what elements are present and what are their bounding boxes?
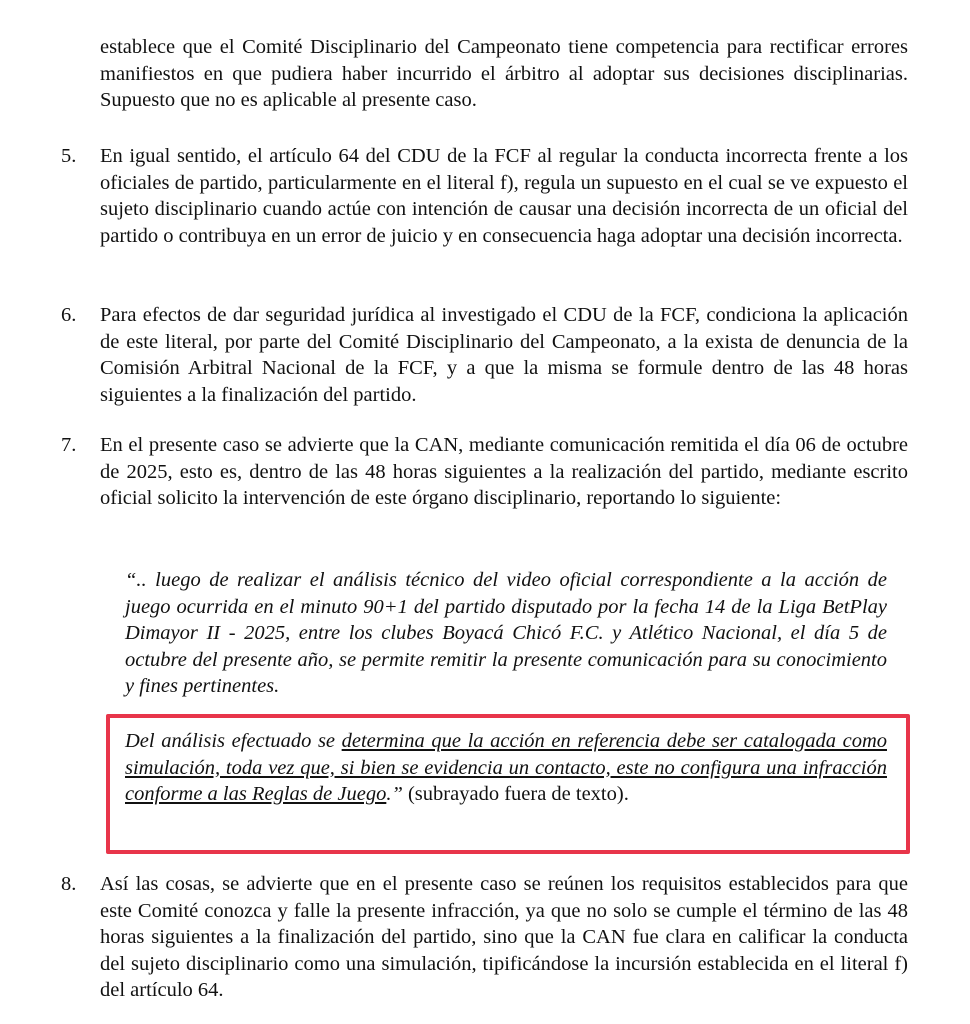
quoted-communication: “.. luego de realizar el análisis técnico del video oficial correspondiente a la acción de juego ocurrida en el minuto 90+1 del partido disputado por la fecha 14 de la Liga BetPlay Dimayor II - 2025, entre los clubes Boyacá Chicó F.C. y Atlético Nacional, el día 5 de octubre del presente año, se permite remitir la presente comunicación para su conocimiento y fines pertinentes. bbox=[125, 569, 887, 697]
intro-paragraph: establece que el Comité Disciplinario del Campeonato tiene competencia para rectificar errores manifiestos en que pudiera haber incurrido el árbitro al adoptar sus decisiones disciplinarias. Supuesto que no es aplicable al presente caso. bbox=[100, 36, 908, 111]
quote-close: .” bbox=[386, 783, 403, 805]
item-number-8: 8. bbox=[61, 873, 77, 895]
quote-underlined: determina que la acción en referencia debe ser catalogada como simulación, toda vez que, si bien se evidencia un contacto, este no configura una infracción conforme a las Reglas de Juego bbox=[125, 730, 887, 805]
item-text-6: Para efectos de dar seguridad jurídica al investigado el CDU de la FCF, condiciona la aplicación de este literal, por parte del Comité Disciplinario del Campeonato, a la exista de denuncia de la Comisión Arbitral Nacional de la FCF, y a que la misma se formule dentro de las 48 horas siguientes a la finalización del partido. bbox=[100, 304, 908, 406]
highlighted-quote bbox=[125, 728, 887, 808]
item-number-5: 5. bbox=[61, 145, 77, 167]
item-text-5: En igual sentido, el artículo 64 del CDU de la FCF al regular la conducta incorrecta frente a los oficiales de partido, particularmente en el literal f), regula un supuesto en el cual se ve expuesto el sujeto disciplinario cuando actúe con intención de causar una decisión incorrecta de un oficial del partido o contribuya en un error de juicio y en consecuencia haga adoptar una decisión incorrecta. bbox=[100, 145, 908, 247]
item-text-7: En el presente caso se advierte que la CAN, mediante comunicación remitida el día 06 de octubre de 2025, esto es, dentro de las 48 horas siguientes a la realización del partido, mediante escrito oficial solicito la intervención de este órgano disciplinario, reportando lo siguiente: bbox=[100, 434, 908, 509]
quote-lead: Del análisis efectuado se bbox=[125, 730, 342, 752]
item-text-8: Así las cosas, se advierte que en el presente caso se reúnen los requisitos establecidos para que este Comité conozca y falle la presente infracción, ya que no solo se cumple el término de las 48 horas siguientes a la finalización del partido, sino que la CAN fue clara en calificar la conducta del sujeto disciplinario como una simulación, tipificándose la incursión establecida en el literal f) del artículo 64. bbox=[100, 873, 908, 1001]
item-number-7: 7. bbox=[61, 434, 77, 456]
quote-note: (subrayado fuera de texto). bbox=[402, 783, 629, 805]
item-number-6: 6. bbox=[61, 304, 77, 326]
